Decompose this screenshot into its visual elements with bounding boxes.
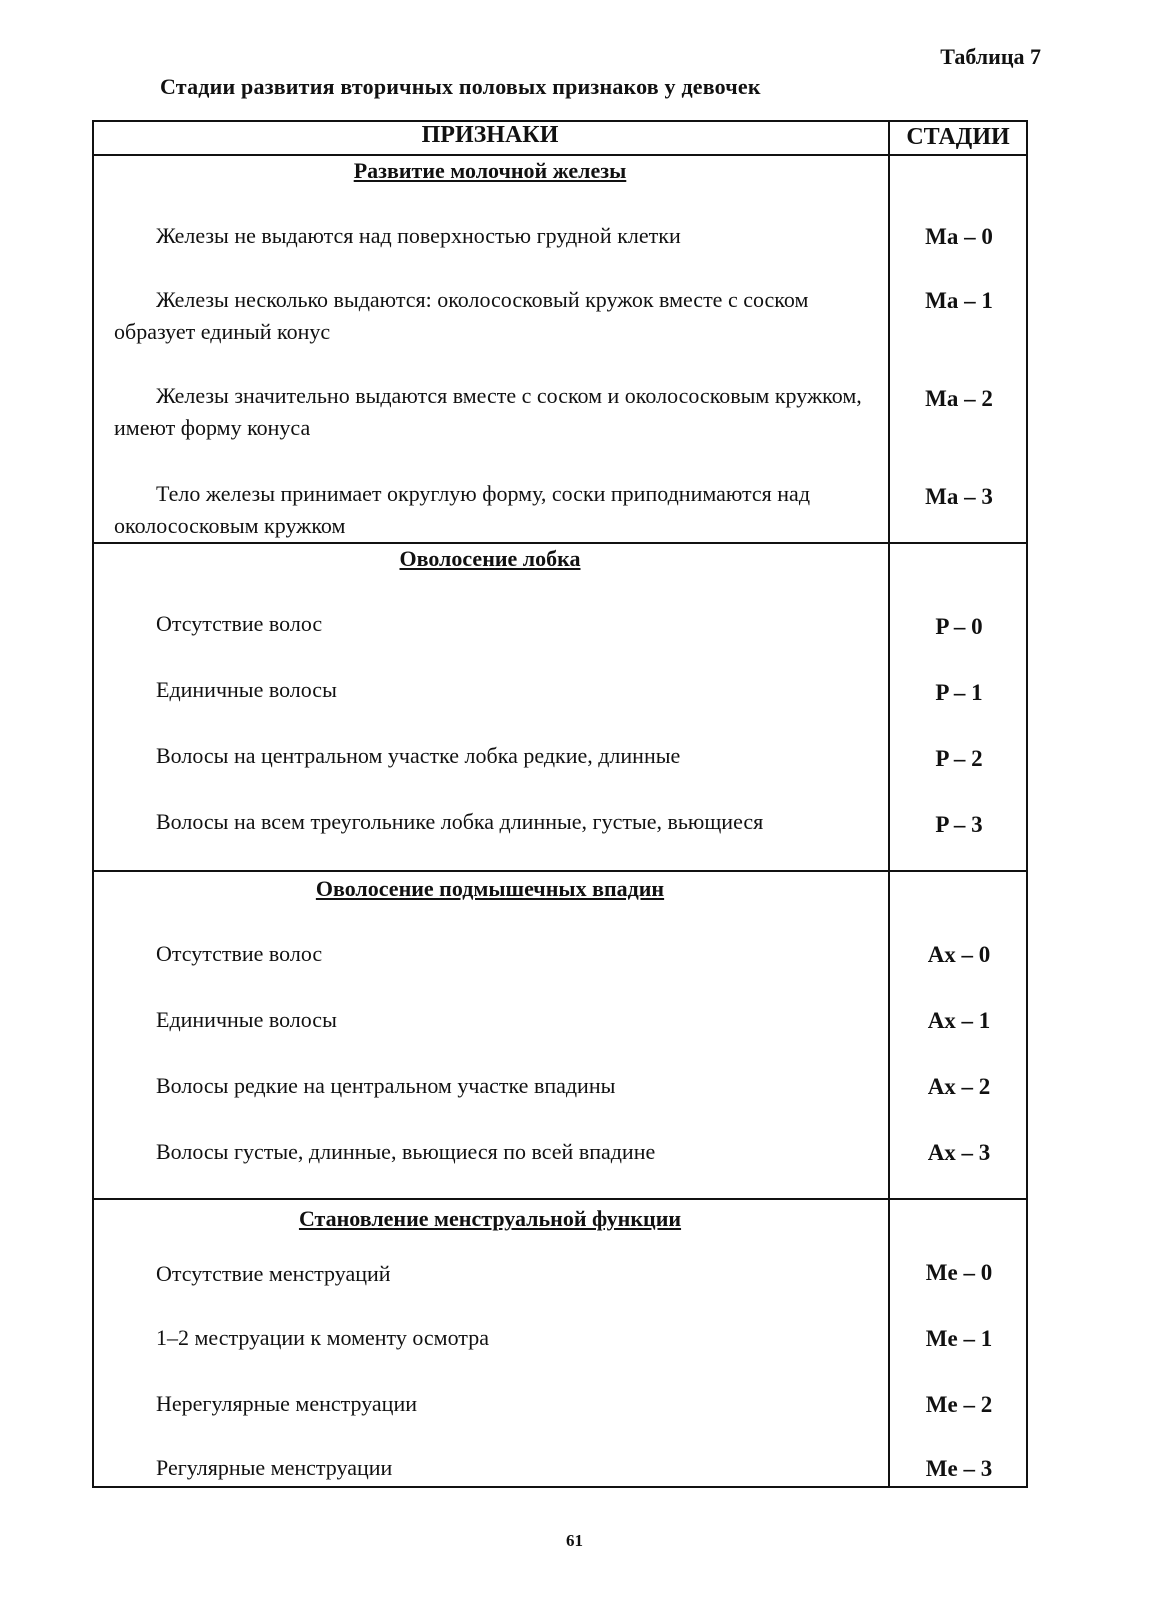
row-text: Тело железы принимает округлую форму, соски приподнимаются над околососковым кружком: [114, 481, 811, 538]
row-stage: Ма – 3: [925, 484, 993, 509]
row-stage: Me – 1: [925, 1326, 993, 1351]
section-title: Развитие молочной железы: [353, 158, 627, 183]
row-text: Железы не выдаются над поверхностью грудной клетки: [156, 223, 681, 248]
row-text: Единичные волосы: [156, 1007, 337, 1032]
header-divider: [92, 154, 1028, 156]
row-text: Железы значительно выдаются вместе с соском и околососковым кружком, имеют форму конуса: [114, 383, 862, 440]
row-stage: Ax – 3: [927, 1140, 991, 1165]
row-text: Волосы редкие на центральном участке впадины: [156, 1073, 616, 1098]
row-stage: P – 1: [935, 680, 983, 705]
row-stage: Ax – 0: [927, 942, 991, 967]
row-text: Отсутствие менструаций: [156, 1261, 391, 1286]
row-text: Волосы на всем треугольнике лобка длинные, густые, вьющиеся: [156, 809, 764, 834]
stages-table: [92, 120, 1028, 1488]
section-title: Оволосение лобка: [399, 546, 581, 571]
row-text: 1–2 меструации к моменту осмотра: [156, 1325, 489, 1350]
row-stage: Ма – 0: [925, 224, 993, 249]
row-stage: Ма – 2: [925, 386, 993, 411]
row-stage: P – 3: [935, 812, 983, 837]
row-stage: Ax – 2: [927, 1074, 991, 1099]
section-divider: [92, 1198, 1028, 1200]
row-text: Нерегулярные менструации: [156, 1391, 418, 1416]
row-text: Волосы густые, длинные, вьющиеся по всей впадине: [156, 1139, 656, 1164]
row-stage: Me – 2: [925, 1392, 993, 1417]
row-stage: Ма – 1: [925, 288, 993, 313]
table-title: Стадии развития вторичных половых признаков у девочек: [160, 74, 761, 99]
table-border-left: [92, 120, 94, 1488]
header-features: ПРИЗНАКИ: [421, 122, 559, 148]
section-title: Оволосение подмышечных впадин: [315, 876, 665, 901]
section-title: Становление менструальной функции: [298, 1206, 682, 1231]
row-stage: P – 2: [935, 746, 983, 771]
row-text: Волосы на центральном участке лобка редкие, длинные: [156, 743, 681, 768]
page-number: 61: [566, 1531, 583, 1550]
table-number: Таблица 7: [940, 44, 1041, 69]
row-text: Отсутствие волос: [156, 611, 323, 636]
section-divider: [92, 542, 1028, 544]
row-text: Отсутствие волос: [156, 941, 323, 966]
row-text: Регулярные менструации: [156, 1455, 393, 1480]
header-stages: СТАДИИ: [906, 124, 1010, 150]
row-text: Железы несколько выдаются: околососковый кружок вместе с соском образует единый конус: [114, 287, 809, 344]
row-stage: Ax – 1: [927, 1008, 991, 1033]
row-stage: Me – 3: [925, 1456, 993, 1481]
row-stage: P – 0: [935, 614, 983, 639]
row-stage: Me – 0: [925, 1260, 993, 1285]
section-divider: [92, 870, 1028, 872]
row-text: Единичные волосы: [156, 677, 337, 702]
